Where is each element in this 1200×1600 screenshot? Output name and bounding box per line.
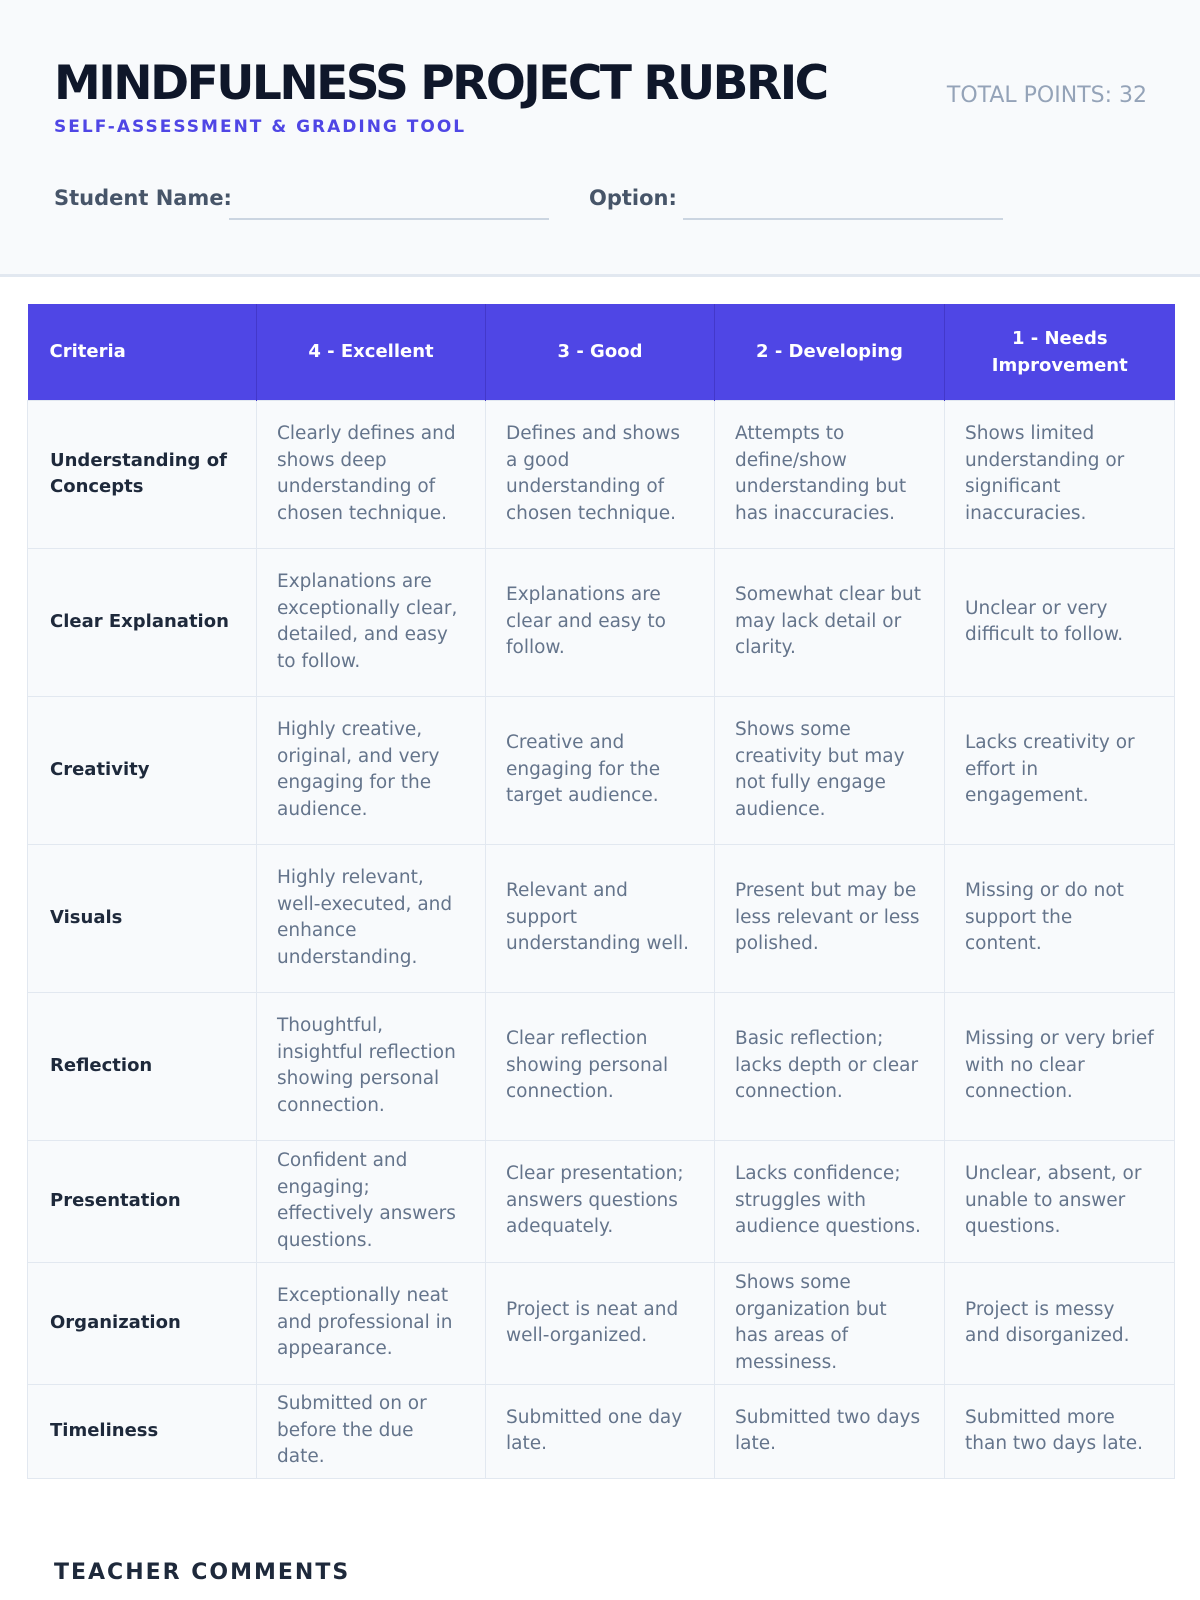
developing-cell: Submitted two days late. — [715, 1384, 945, 1478]
developing-cell: Attempts to define/show understanding but has inaccuracies. — [715, 400, 945, 548]
table-row — [28, 1140, 1175, 1262]
column-header-developing: 2 - Developing — [715, 304, 945, 400]
criteria-cell: Clear Explanation — [28, 548, 257, 696]
developing-cell: Basic reflection; lacks depth or clear connection. — [715, 992, 945, 1140]
needs-improvement-cell: Lacks creativity or effort in engagement. — [945, 696, 1175, 844]
good-cell: Clear reflection showing personal connection. — [486, 992, 715, 1140]
developing-cell: Lacks confidence; struggles with audience questions. — [715, 1140, 945, 1262]
table-row — [28, 992, 1175, 1140]
excellent-cell: Thoughtful, insightful reflection showing personal connection. — [257, 992, 486, 1140]
good-cell: Relevant and support understanding well. — [486, 844, 715, 992]
student-name-label: Student Name: — [54, 186, 232, 210]
table-row — [28, 400, 1175, 548]
rubric-header — [0, 0, 1200, 277]
criteria-cell: Creativity — [28, 696, 257, 844]
excellent-cell: Submitted on or before the due date. — [257, 1384, 486, 1478]
needs-improvement-cell: Unclear, absent, or unable to answer questions. — [945, 1140, 1175, 1262]
criteria-cell: Visuals — [28, 844, 257, 992]
page-subtitle: SELF-ASSESSMENT & GRADING TOOL — [54, 117, 467, 137]
table-row — [28, 548, 1175, 696]
table-row — [28, 696, 1175, 844]
criteria-cell: Reflection — [28, 992, 257, 1140]
table-row — [28, 1262, 1175, 1384]
good-cell: Defines and shows a good understanding of chosen technique. — [486, 400, 715, 548]
criteria-cell: Organization — [28, 1262, 257, 1384]
excellent-cell: Explanations are exceptionally clear, detailed, and easy to follow. — [257, 548, 486, 696]
developing-cell: Shows some organization but has areas of messiness. — [715, 1262, 945, 1384]
good-cell: Project is neat and well-organized. — [486, 1262, 715, 1384]
good-cell: Clear presentation; answers questions adequately. — [486, 1140, 715, 1262]
good-cell: Creative and engaging for the target audience. — [486, 696, 715, 844]
page-title: MINDFULNESS PROJECT RUBRIC — [54, 56, 827, 111]
needs-improvement-cell: Submitted more than two days late. — [945, 1384, 1175, 1478]
developing-cell: Present but may be less relevant or less polished. — [715, 844, 945, 992]
developing-cell: Somewhat clear but may lack detail or clarity. — [715, 548, 945, 696]
option-field[interactable] — [683, 218, 1003, 220]
excellent-cell: Highly relevant, well-executed, and enhance understanding. — [257, 844, 486, 992]
developing-cell: Shows some creativity but may not fully engage audience. — [715, 696, 945, 844]
good-cell: Submitted one day late. — [486, 1384, 715, 1478]
table-row — [28, 844, 1175, 992]
teacher-comments-heading: TEACHER COMMENTS — [54, 1560, 351, 1585]
needs-improvement-cell: Shows limited understanding or significant inaccuracies. — [945, 400, 1175, 548]
excellent-cell: Confident and engaging; effectively answers questions. — [257, 1140, 486, 1262]
option-label: Option: — [589, 186, 677, 210]
criteria-cell: Understanding of Concepts — [28, 400, 257, 548]
needs-improvement-cell: Missing or very brief with no clear connection. — [945, 992, 1175, 1140]
column-header-good: 3 - Good — [486, 304, 715, 400]
excellent-cell: Highly creative, original, and very engaging for the audience. — [257, 696, 486, 844]
student-name-field[interactable] — [229, 218, 549, 220]
excellent-cell: Exceptionally neat and professional in appearance. — [257, 1262, 486, 1384]
table-header-row — [28, 304, 1175, 400]
excellent-cell: Clearly defines and shows deep understanding of chosen technique. — [257, 400, 486, 548]
column-header-excellent: 4 - Excellent — [257, 304, 486, 400]
rubric-table — [27, 304, 1175, 1479]
needs-improvement-cell: Project is messy and disorganized. — [945, 1262, 1175, 1384]
criteria-cell: Timeliness — [28, 1384, 257, 1478]
needs-improvement-cell: Unclear or very difficult to follow. — [945, 548, 1175, 696]
column-header-needs-improvement: 1 - Needs Improvement — [945, 304, 1175, 400]
good-cell: Explanations are clear and easy to follow. — [486, 548, 715, 696]
column-header-criteria: Criteria — [28, 304, 257, 400]
total-points: TOTAL POINTS: 32 — [946, 83, 1147, 108]
table-row — [28, 1384, 1175, 1478]
needs-improvement-cell: Missing or do not support the content. — [945, 844, 1175, 992]
criteria-cell: Presentation — [28, 1140, 257, 1262]
